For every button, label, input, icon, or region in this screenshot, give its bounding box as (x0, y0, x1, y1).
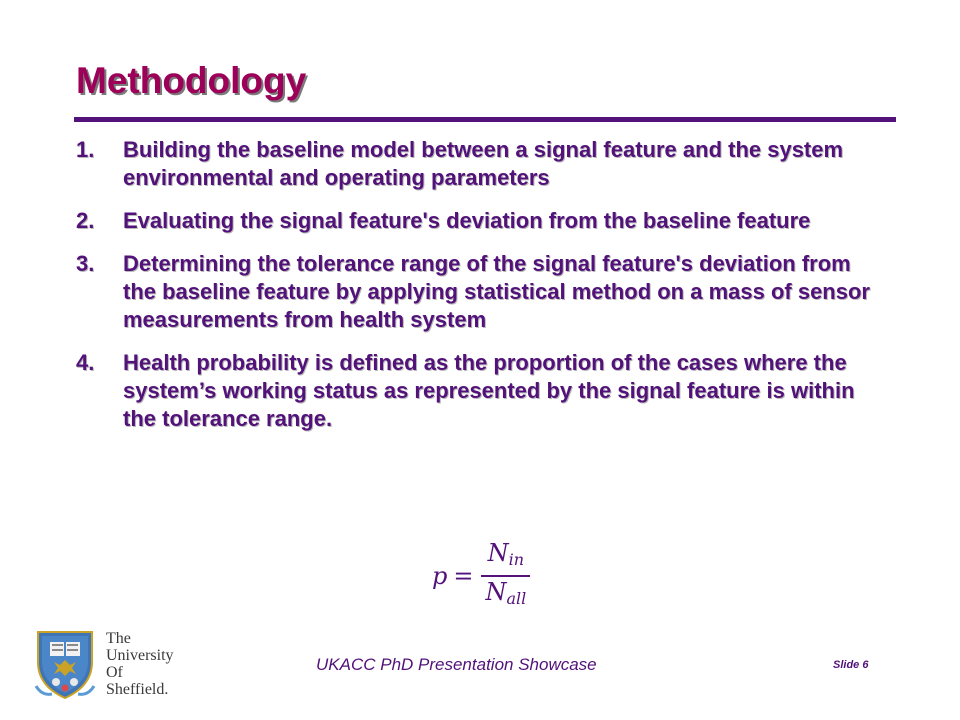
health-probability-formula (432, 540, 530, 612)
formula-equals: = (453, 562, 474, 590)
logo-line: The (106, 630, 131, 647)
item-text: Building the baseline model between a signal feature and the system environmental and operating parameters (123, 137, 844, 190)
denominator-subscript: all (506, 589, 527, 608)
list-item (76, 349, 886, 433)
item-number: 1. (76, 137, 95, 162)
logo-line: Sheffield. (106, 681, 169, 698)
item-number: 4. (76, 350, 95, 375)
item-number: 3. (76, 251, 95, 276)
footer-presentation-title: UKACC PhD Presentation Showcase (316, 655, 597, 674)
title-divider (74, 117, 896, 122)
slide-number: Slide 6 (833, 659, 869, 671)
numerator-subscript: in (508, 550, 525, 569)
university-name (106, 630, 174, 698)
logo-line: Of (106, 664, 123, 681)
item-text: Evaluating the signal feature's deviation from the baseline feature (123, 208, 811, 233)
formula-denominator (481, 577, 530, 614)
methodology-list (76, 136, 886, 448)
list-item (76, 207, 886, 235)
item-number: 2. (76, 208, 95, 233)
logo-line: University (106, 647, 174, 664)
list-item (76, 136, 886, 192)
university-logo (34, 628, 204, 702)
numerator-base: N (487, 539, 509, 567)
item-text: Determining the tolerance range of the signal feature's deviation from the baseline feature by applying statistical method on a mass of sensor measurements from health system (123, 251, 870, 332)
university-crest-icon (34, 628, 96, 700)
formula-numerator (484, 538, 528, 575)
formula-lhs: p (432, 562, 448, 590)
denominator-base: N (485, 578, 507, 606)
item-text: Health probability is defined as the proportion of the cases where the system’s working status as represented by the signal feature is within the tolerance range. (123, 350, 855, 431)
formula-fraction (481, 538, 530, 614)
list-item (76, 250, 886, 334)
slide-title: Methodology (76, 60, 307, 101)
